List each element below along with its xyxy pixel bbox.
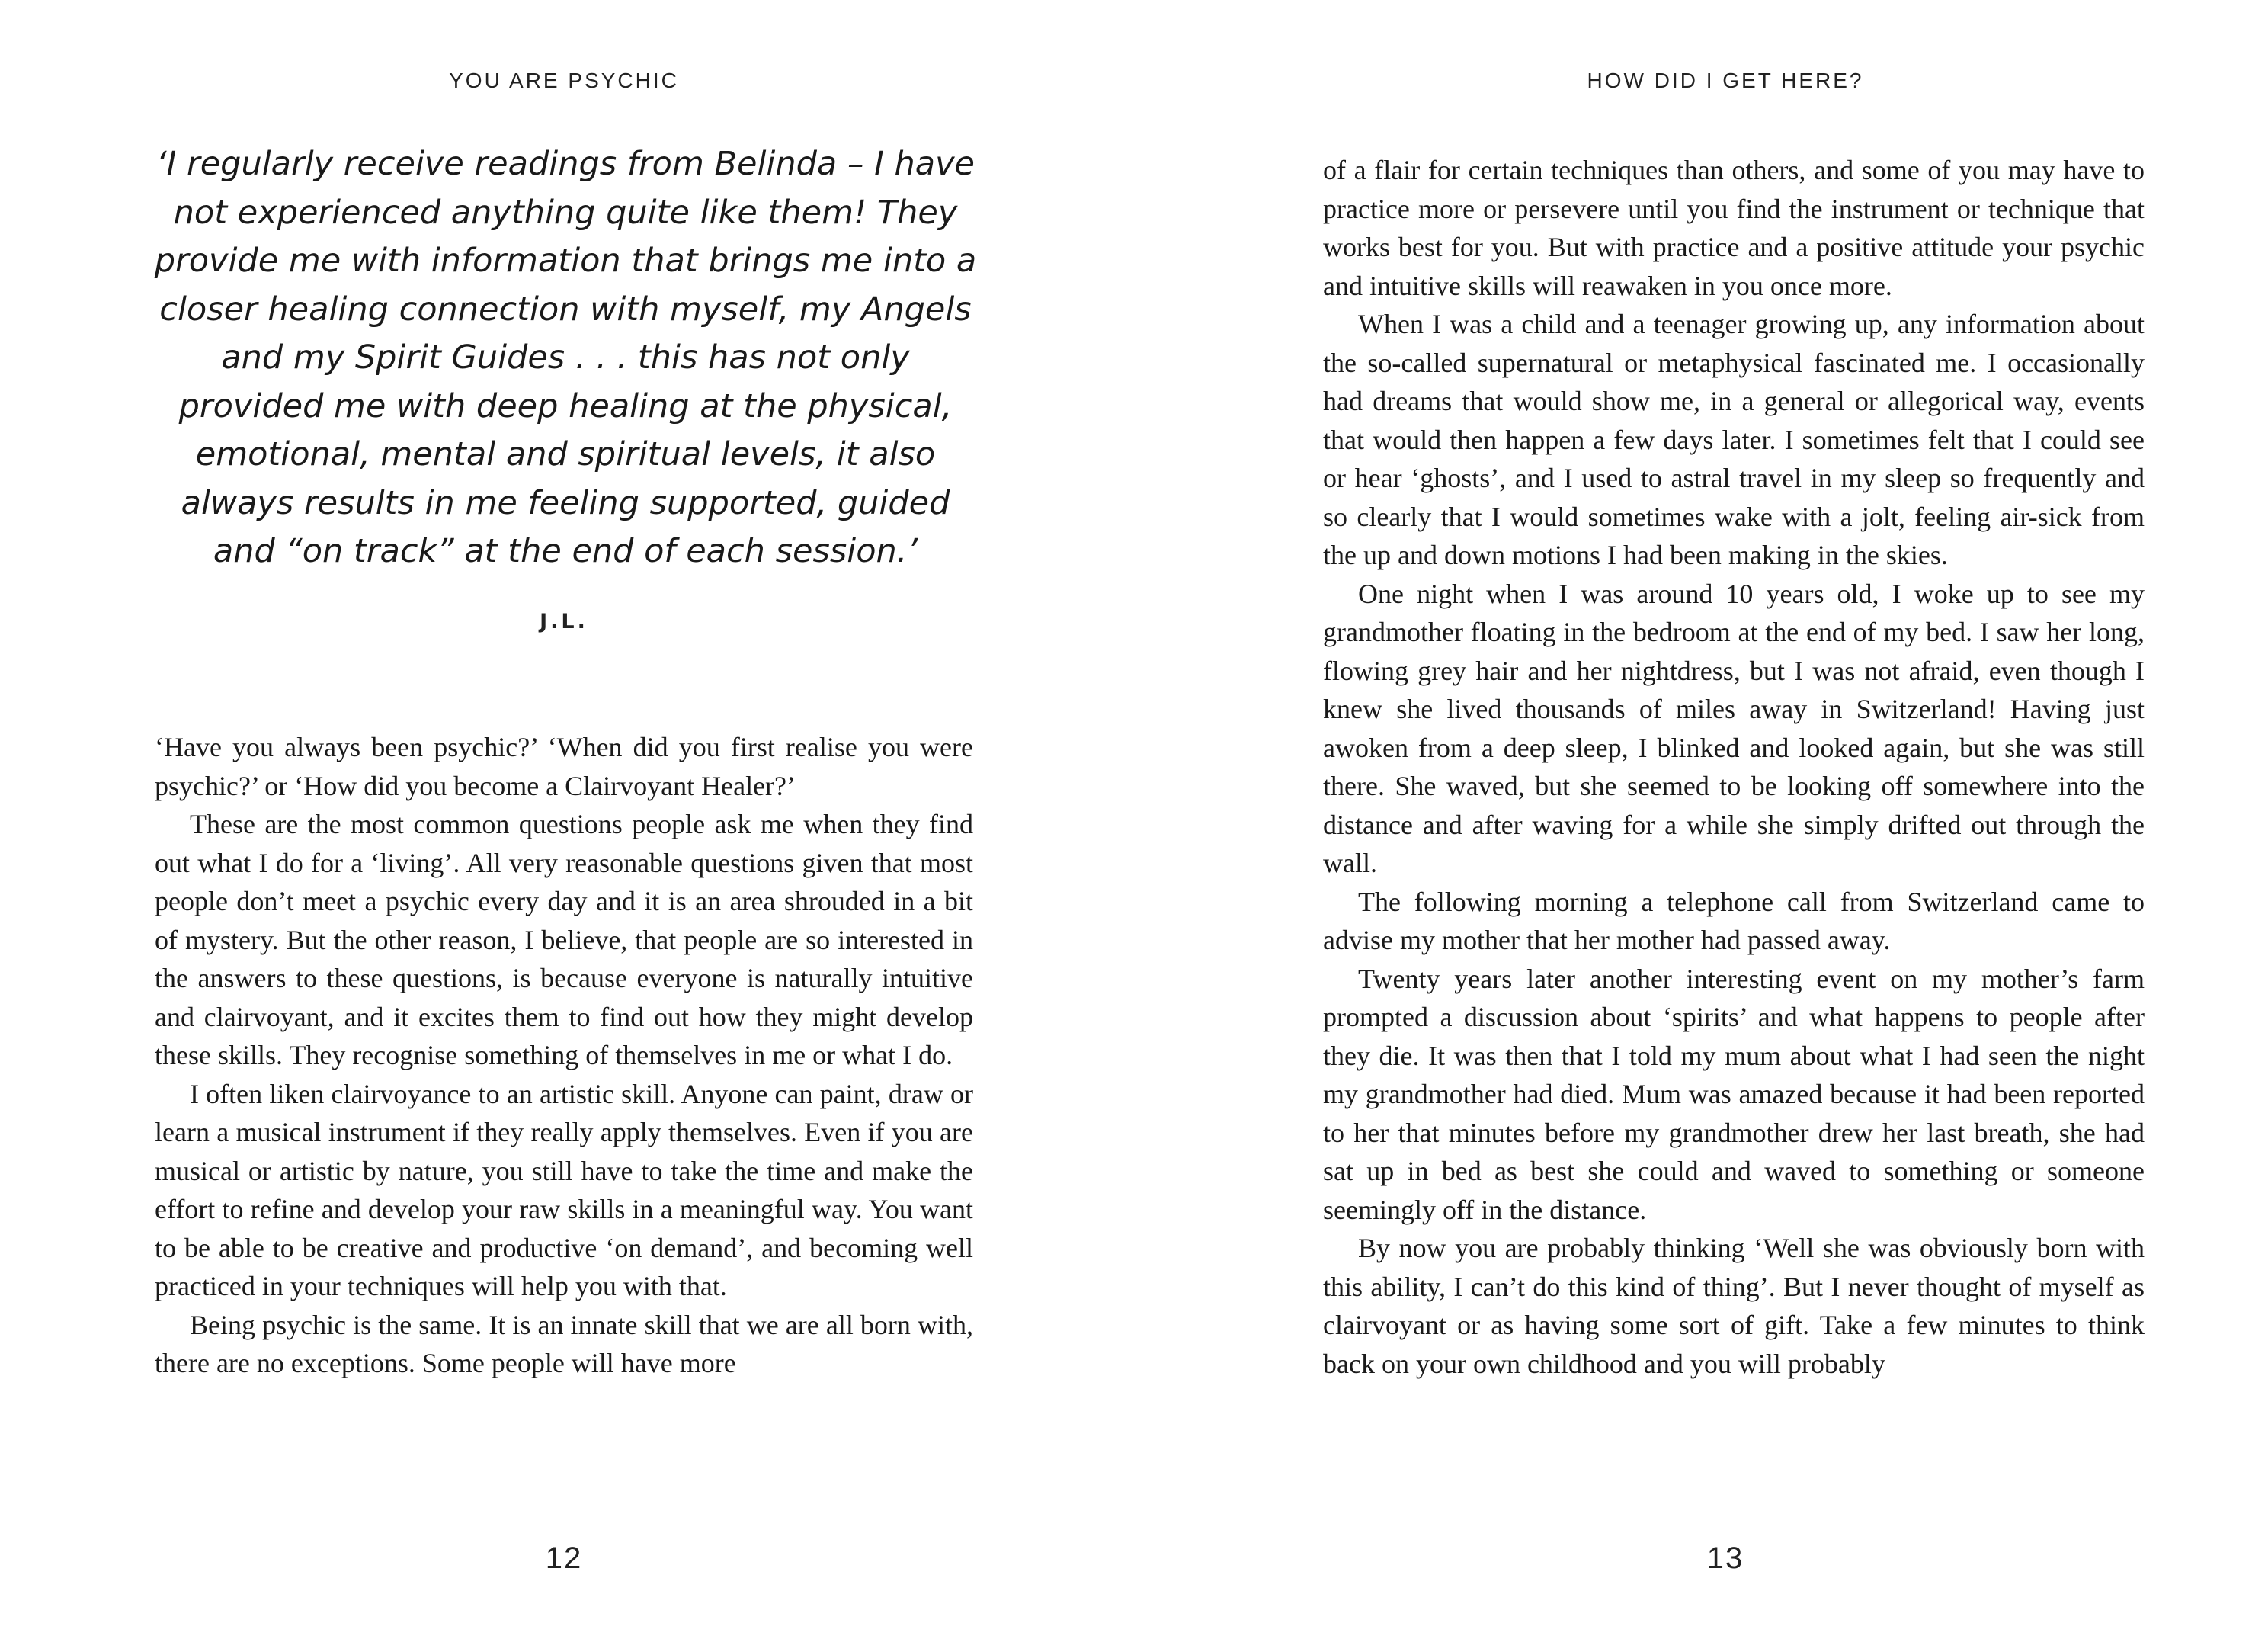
paragraph: Being psychic is the same. It is an innate skill that we are all born with, there are no exceptions. Some people will have more [155,1309,973,1378]
paragraph: When I was a child and a teenager growing up, any information about the so-called supernatural or metaphysical fascinated me. I occasionally had dreams that would show me, in a general or allegorical way, events that would then happen a few days later. I sometimes felt that I could see or hear ‘ghosts’, and I used to astral travel in my sleep so frequently and so clearly that I would sometimes wake with a jolt, feeling air-sick from the up and down motions I had been making in the skies. [1323,309,2145,570]
paragraph: These are the most common questions people ask me when they find out what I do for a ‘living’. All very reasonable questions given that most people don’t meet a psychic every day and it is an area shrouded in a bit of mystery. But the other reason, I believe, that people are so interested in the answers to these questions, is because everyone is naturally intuitive and clairvoyant, and it excites them to find out how they might develop these skills. They recognise something of themselves in me or what I do. [155,809,973,1070]
paragraph: By now you are probably thinking ‘Well she was obviously born with this ability, I can’t do this kind of thing’. But I never thought of myself as clairvoyant or as having some sort of gift. Take a few minutes to think back on your own childhood and you will probably [1323,1233,2145,1379]
running-head-left: YOU ARE PSYCHIC [449,69,679,92]
paragraph: Twenty years later another interesting event on my mother’s farm prompted a discussion about ‘spirits’ and what happens to people after they die. It was then that I told my mum about what I had seen the night my grandmother had died. Mum was amazed because it had been reported to her that minutes before my grandmother drew her last breath, she had sat up in bed as best she could and waved to something or someone seemingly off in the distance. [1323,963,2145,1225]
testimonial-quote: ‘I regularly receive readings from Belinda – I have not experienced anything quite like them! They provide me with information that brings me into a closer healing connection with myself, my Angels and my Spirit Guides . . . this has not only provided me with deep healing at the physical, emotional, mental and spiritual levels, it also always results in me feeling supported, guided and “on track” at the end of each session.’ [154,145,977,570]
right-page [1134,0,2268,1639]
running-head-right: HOW DID I GET HERE? [1587,69,1864,92]
paragraph: of a flair for certain techniques than others, and some of you may have to practice more or persevere until you find the instrument or technique that works best for you. But with practice and a positive attitude your psychic and intuitive skills will reawaken in you once more. [1323,155,2145,301]
paragraph: I often liken clairvoyance to an artistic skill. Anyone can paint, draw or learn a musical instrument if they really apply themselves. Even if you are musical or artistic by nature, you still have to take the time and make the effort to refine and develop your raw skills in a meaningful way. You want to be able to be creative and productive ‘on demand’, and becoming well practiced in your techniques will help you with that. [155,1078,973,1301]
left-body-text [155,728,973,1383]
paragraph: The following morning a telephone call from Switzerland came to advise my mother that her mother had passed away. [1323,886,2145,955]
quote-attribution: J.L. [540,610,588,633]
page-number-left: 12 [545,1541,583,1575]
paragraph: One night when I was around 10 years old, I woke up to see my grandmother floating in the bedroom at the end of my bed. I saw her long, flowing grey hair and her nightdress, but I was not afraid, even though I knew she lived thousands of miles away in Switzerland! Having just awoken from a deep sleep, I blinked and looked again, but she was still there. She waved, but she seemed to be looking off somewhere into the distance and after waving for a while she simply drifted out through the wall. [1323,578,2145,878]
page-number-right: 13 [1706,1541,1744,1575]
paragraph: ‘Have you always been psychic?’ ‘When did you first realise you were psychic?’ or ‘How did you become a Clairvoyant Healer?’ [155,732,973,801]
right-body-text [1323,151,2145,1383]
